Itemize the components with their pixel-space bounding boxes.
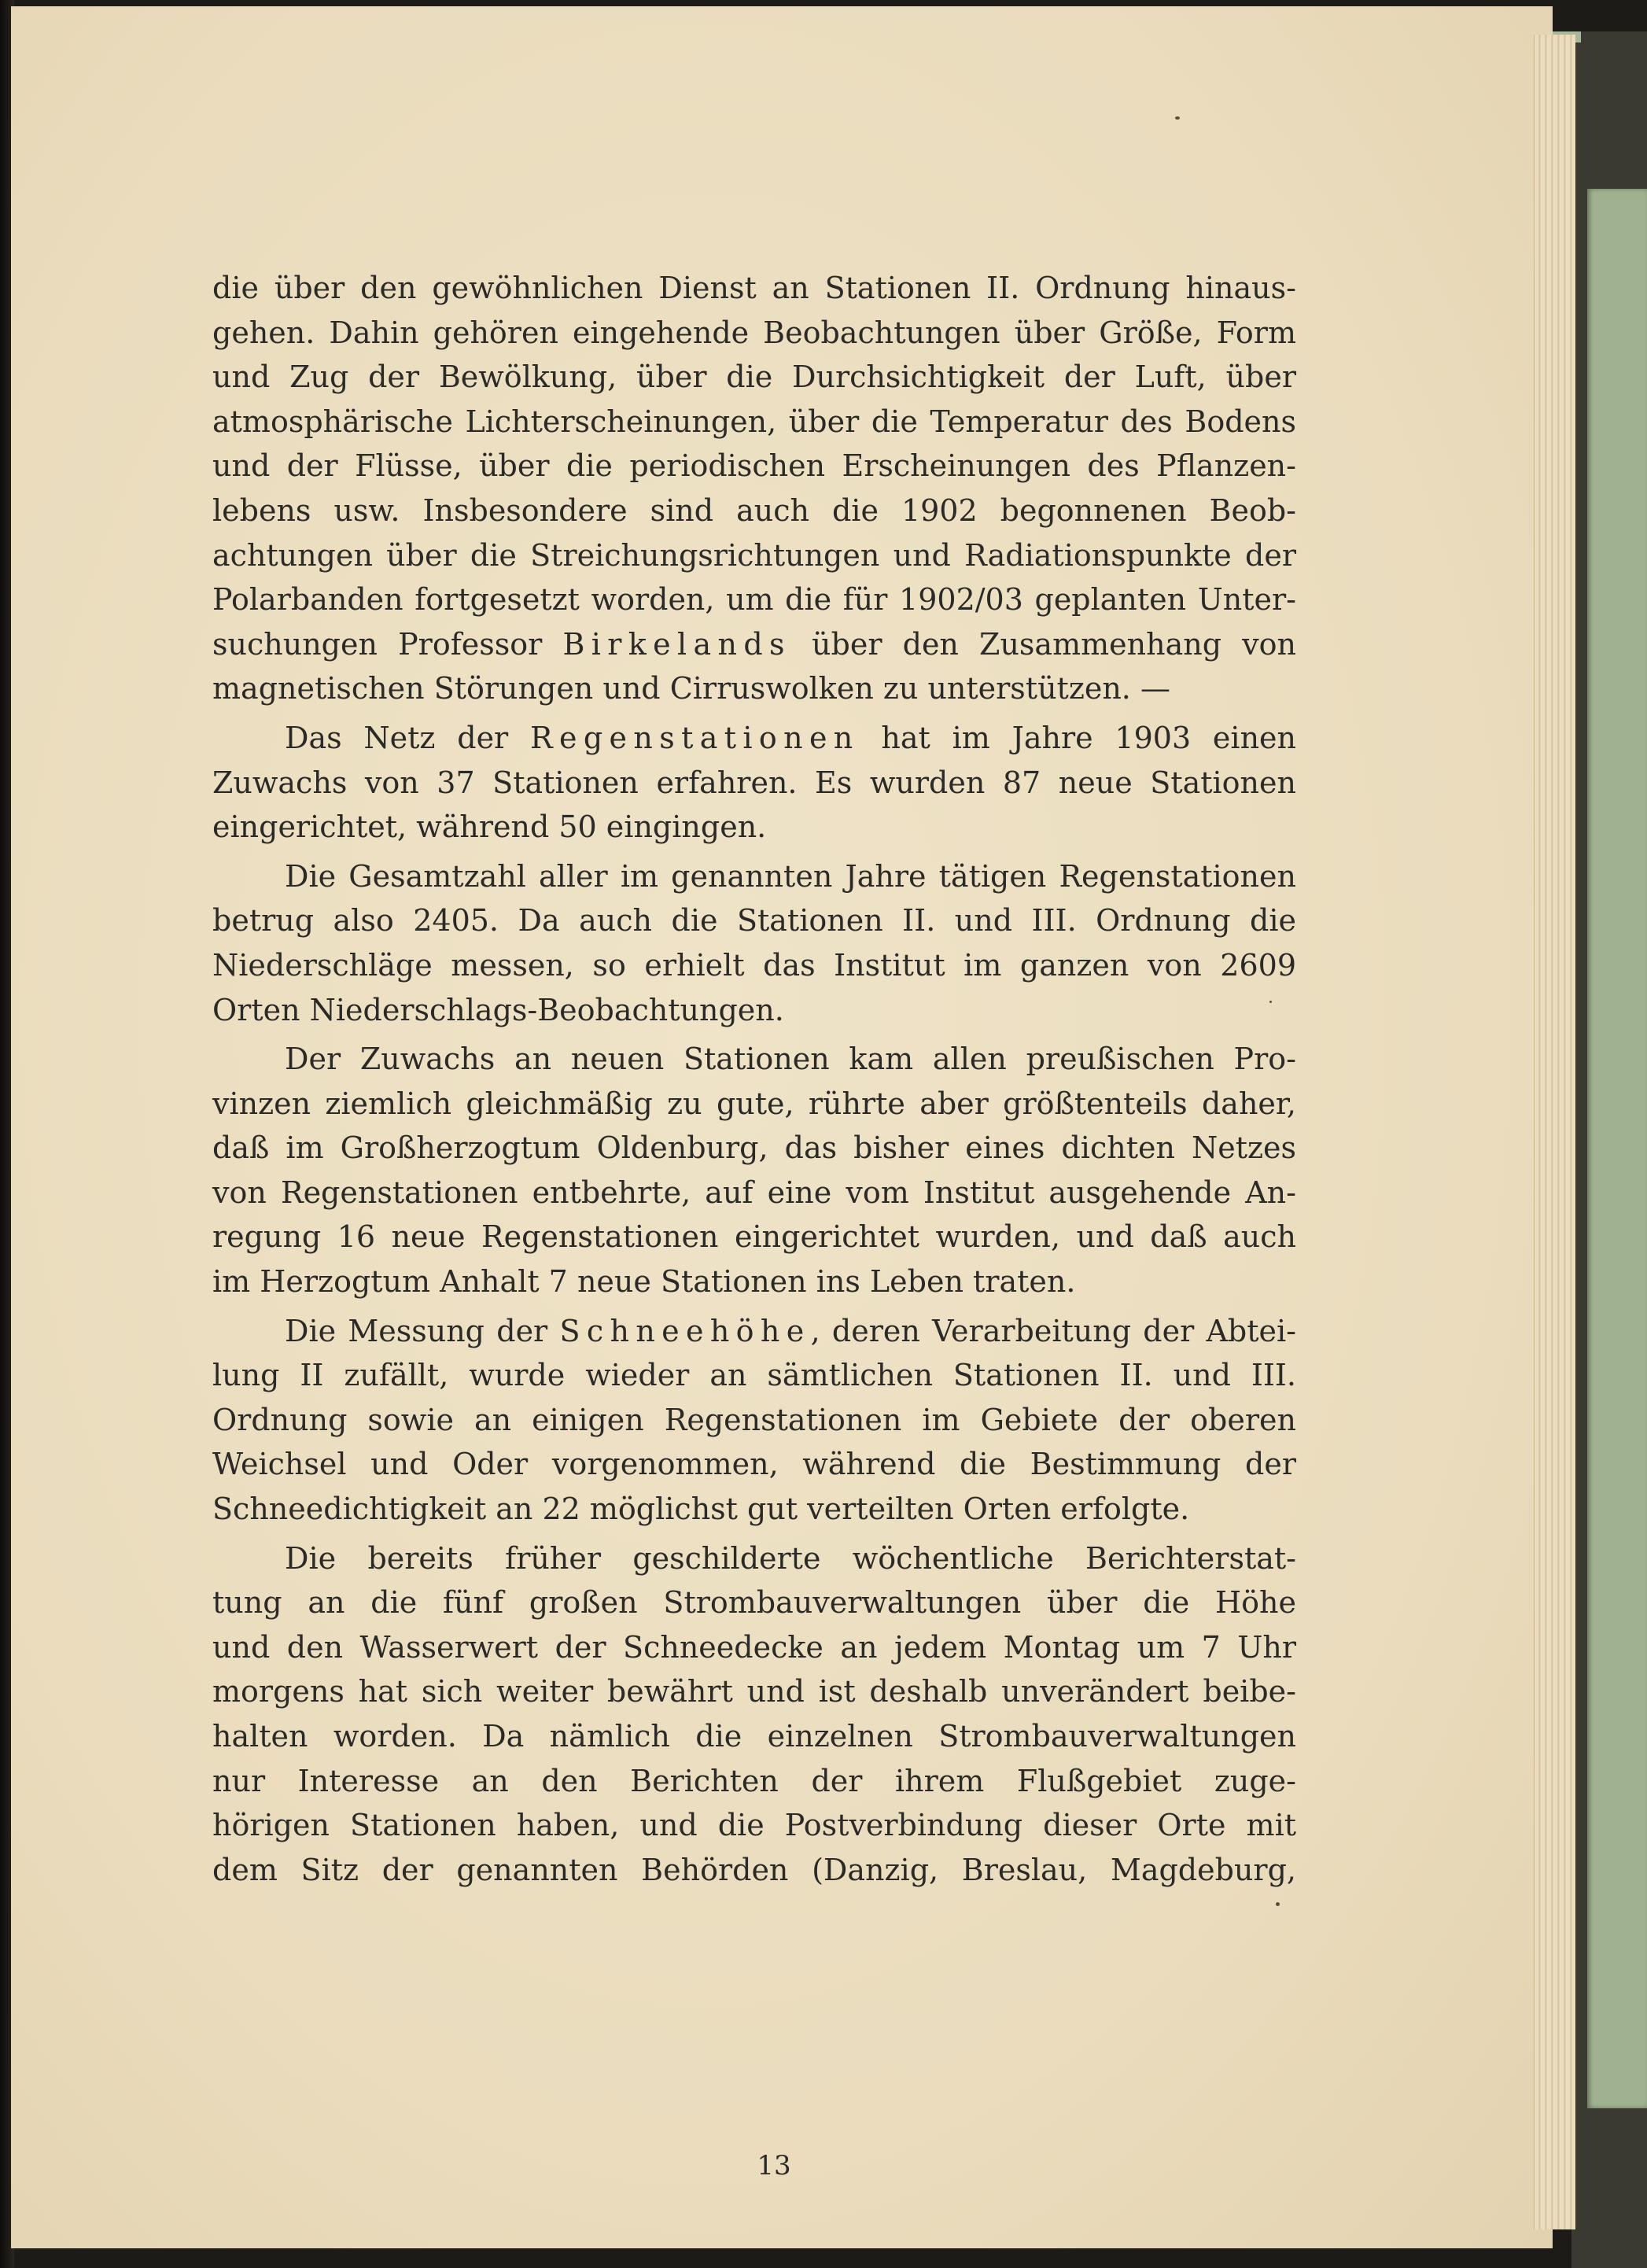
text-line: vinzen ziemlich gleichmäßig zu gute, rührte aber größtenteils daher,	[212, 1086, 1296, 1121]
text-segment: , deren Verarbeitung der Abtei-	[810, 1313, 1296, 1348]
text-line: magnetischen Störungen und Cirruswolken zu unterstützen. —	[212, 671, 1170, 706]
text-line: eingerichtet, während 50 eingingen.	[212, 809, 767, 845]
text-line: daß im Großherzogtum Oldenburg, das bisher eines dichten Netzes	[212, 1130, 1296, 1166]
text-line: Zuwachs von 37 Stationen erfahren. Es wurden 87 neue Stationen	[212, 765, 1296, 800]
text-line: Schneedichtigkeit an 22 möglichst gut verteilten Orten erfolgte.	[212, 1492, 1190, 1527]
text-line: Ordnung sowie an einigen Regenstationen im Gebiete der oberen	[212, 1402, 1296, 1437]
text-segment: hat im Jahre 1903 einen	[859, 720, 1296, 755]
text-line: hörigen Stationen haben, und die Postverbindung dieser Orte mit	[212, 1808, 1296, 1843]
text-line: achtungen über die Streichungsrichtungen und Radiationspunkte der	[212, 537, 1296, 573]
text-line: von Regenstationen entbehrte, auf eine vom Institut ausgehende An-	[212, 1175, 1296, 1210]
body-text	[212, 266, 1296, 1892]
text-line: und der Flüsse, über die periodischen Erscheinungen des Pflanzen-	[212, 448, 1296, 484]
text-line: lebens usw. Insbesondere sind auch die 1902 begonnenen Beob-	[212, 492, 1296, 528]
text-line	[212, 716, 1296, 761]
text-line	[212, 622, 1296, 667]
paper-speck	[1276, 1902, 1280, 1906]
cover-cloth	[1587, 189, 1647, 2108]
spaced-emphasis: Schneehöhe	[559, 1313, 811, 1348]
text-line	[212, 1309, 1296, 1354]
text-line: Die Gesamtzahl aller im genannten Jahre tätigen Regenstationen	[285, 858, 1296, 894]
text-line: morgens hat sich weiter bewährt und ist deshalb unverändert beibe-	[212, 1674, 1296, 1709]
paper-speck	[1175, 116, 1180, 120]
text-line: halten worden. Da nämlich die einzelnen Strombauverwaltungen	[212, 1719, 1296, 1754]
text-line: im Herzogtum Anhalt 7 neue Stationen ins Leben traten.	[212, 1264, 1076, 1300]
text-line: und den Wasserwert der Schneedecke an jedem Montag um 7 Uhr	[212, 1629, 1296, 1665]
text-line: und Zug der Bewölkung, über die Durchsichtigkeit der Luft, über	[212, 360, 1296, 395]
text-line: die über den gewöhnlichen Dienst an Stationen II. Ordnung hinaus-	[212, 271, 1296, 305]
text-line: Orten Niederschlags-Beobachtungen.	[212, 992, 784, 1027]
text-segment: Die Messung der	[285, 1313, 560, 1348]
text-segment: suchungen Professor	[212, 626, 563, 662]
text-line: nur Interesse an den Berichten der ihrem Flußgebiet zuge-	[212, 1763, 1296, 1798]
page-edges	[1534, 35, 1575, 2229]
text-line: atmosphärische Lichterscheinungen, über die Temperatur des Bodens	[212, 404, 1296, 439]
book-page	[11, 6, 1553, 2248]
text-line: lung II zufällt, wurde wieder an sämtlichen Stationen II. und III.	[212, 1358, 1296, 1393]
text-line: Polarbanden fortgesetzt worden, um die für 1902/03 geplanten Unter-	[212, 582, 1296, 618]
text-line: regung 16 neue Regenstationen eingerichtet wurden, und daß auch	[212, 1219, 1296, 1255]
page-number: 13	[757, 2150, 791, 2181]
text-segment: Das Netz der	[285, 720, 531, 755]
text-line: gehen. Dahin gehören eingehende Beobachtungen über Größe, Form	[212, 315, 1296, 350]
text-segment: über den Zusammenhang von	[790, 626, 1296, 662]
text-line: tung an die fünf großen Strombauverwaltungen über die Höhe	[212, 1585, 1296, 1621]
text-line: Niederschläge messen, so erhielt das Institut im ganzen von 2609	[212, 947, 1296, 983]
text-line: dem Sitz der genannten Behörden (Danzig, Breslau, Magdeburg,	[212, 1852, 1296, 1887]
text-line: Die bereits früher geschilderte wöchentliche Berichterstat-	[285, 1540, 1296, 1576]
text-line: Weichsel und Oder vorgenommen, während die Bestimmung der	[212, 1447, 1296, 1482]
spaced-emphasis: Birkelands	[562, 626, 791, 662]
paper-speck	[1269, 1001, 1272, 1003]
spaced-emphasis: Regenstationen	[530, 720, 860, 755]
text-line: betrug also 2405. Da auch die Stationen II. und III. Ordnung die	[212, 903, 1296, 939]
text-line: Der Zuwachs an neuen Stationen kam allen preußischen Pro-	[285, 1042, 1296, 1077]
